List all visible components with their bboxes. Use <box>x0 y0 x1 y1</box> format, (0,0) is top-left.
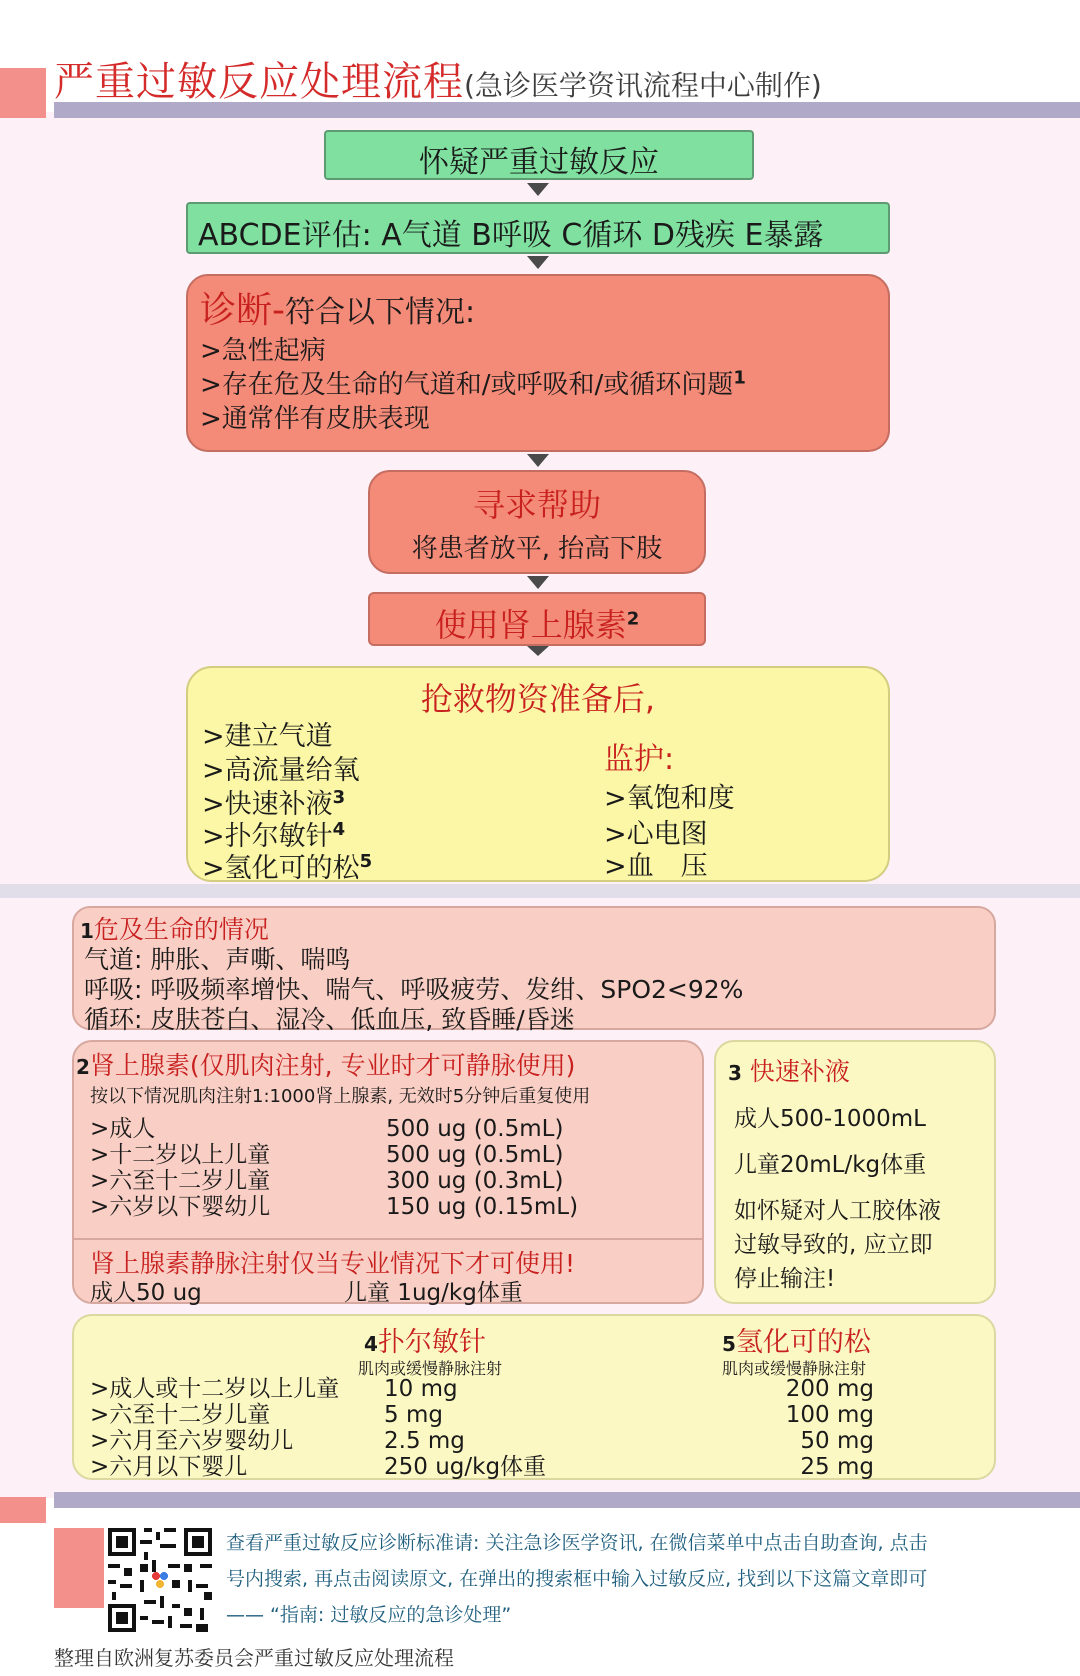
note-3-title: 快速补液 <box>749 1057 850 1086</box>
diagnosis-item: >存在危及生命的气道和/或呼吸和/或循环问题$^1$ <box>200 367 746 400</box>
epi-divider <box>74 1238 702 1240</box>
rescue-title: 抢救物资准备后, <box>420 680 656 718</box>
chlor-route: 肌肉或缓慢静脉注射 <box>358 1359 503 1378</box>
note-ref-5: 5 <box>359 851 373 872</box>
chlor-row-dose: 2.5 mg <box>384 1428 465 1454</box>
hydro-dose: 200 mg <box>785 1376 874 1402</box>
help-text: 将患者放平, 抬高下肢 <box>411 534 663 564</box>
epi-row-label: >六岁以下婴幼儿 <box>90 1194 271 1220</box>
chlor-row-label: >六月至六岁婴幼儿 <box>90 1428 294 1454</box>
life-threat-row: 循环: 皮肤苍白、湿冷、低血压, 致昏睡/昏迷 <box>84 1005 575 1034</box>
note-3-number: 3 <box>728 1061 742 1085</box>
note-4-heading <box>364 1320 486 1359</box>
title-main: 严重过敏反应处理流程 <box>54 59 464 105</box>
hydro-doses <box>754 1376 874 1480</box>
note-ref-3: 3 <box>332 787 346 808</box>
note-ref-4: 4 <box>332 819 346 840</box>
qr-accent <box>54 1528 104 1608</box>
epi-labels <box>90 1116 270 1220</box>
diagnosis-heading <box>200 282 475 333</box>
rescue-box <box>186 666 890 882</box>
fluid-warning <box>734 1194 941 1296</box>
arrow-3 <box>527 454 549 467</box>
adrenaline-box <box>368 592 706 646</box>
chlor-row-dose: 10 mg <box>384 1376 458 1402</box>
chlor-row-dose: 5 mg <box>384 1402 443 1428</box>
epi-row-dose: 300 ug (0.3mL) <box>386 1168 564 1194</box>
help-box <box>368 470 706 574</box>
arrow-1 <box>527 183 549 196</box>
suspect-box <box>324 130 754 180</box>
arrow-5 <box>527 646 549 656</box>
chlor-row-label: >成人或十二岁以上儿童 <box>90 1376 340 1402</box>
epi-iv-child: 儿童 1ug/kg体重 <box>344 1280 523 1306</box>
life-threat-row: 呼吸: 呼吸频率增快、喘气、呼吸疲劳、发绀、SPO2<92% <box>84 975 744 1004</box>
fluid-child: 儿童20mL/kg体重 <box>734 1152 927 1178</box>
diagnosis-item: >通常伴有皮肤表现 <box>200 404 430 434</box>
footer-line-3: —— “指南: 过敏反应的急诊处理” <box>226 1604 512 1626</box>
epi-row-dose: 500 ug (0.5mL) <box>386 1142 564 1168</box>
title-subtitle: (急诊医学资讯流程中心制作) <box>464 69 822 102</box>
monitor-item: >心电图 <box>604 819 708 850</box>
chlor-row-dose: 250 ug/kg体重 <box>384 1454 547 1480</box>
note-2-title: 肾上腺素(仅肌肉注射, 专业时才可静脉使用) <box>89 1051 576 1080</box>
diagnosis-box <box>186 274 890 452</box>
abcde-box <box>186 202 890 254</box>
chlor-labels <box>90 1376 339 1480</box>
note-4-number: 4 <box>364 1332 378 1356</box>
note-1-title: 危及生命的情况 <box>93 915 269 944</box>
footer-line-2: 号内搜索, 再点击阅读原文, 在弹出的搜索框中输入过敏反应, 找到以下这篇文章即可 <box>226 1568 928 1590</box>
note-5-number: 5 <box>722 1332 736 1356</box>
epi-row-dose: 500 ug (0.5mL) <box>386 1116 564 1142</box>
footer-line-1: 查看严重过敏反应诊断标准请: 关注急诊医学资讯, 在微信菜单中点击自助查询, 点击 <box>226 1532 928 1554</box>
fluid-warning-line: 停止输注! <box>734 1266 836 1292</box>
fluid-warning-line: 如怀疑对人工胶体液 <box>734 1198 941 1224</box>
rescue-item: >氢化可的松$^5$ <box>202 851 373 884</box>
page-title <box>54 50 822 110</box>
note-4-title: 扑尔敏针 <box>377 1327 486 1358</box>
fluid-warning-line: 过敏导致的, 应立即 <box>734 1232 933 1258</box>
adrenaline-text: 使用肾上腺素$^2$ <box>434 606 640 644</box>
rescue-item: >扑尔敏针$^4$ <box>202 819 346 852</box>
hydro-dose: 100 mg <box>785 1402 874 1428</box>
monitor-item: >氧饱和度 <box>604 783 735 814</box>
hydro-dose: 50 mg <box>800 1428 874 1454</box>
rescue-item: >快速补液$^3$ <box>202 787 346 820</box>
note-2-heading <box>76 1046 575 1082</box>
chlor-row-label: >六至十二岁儿童 <box>90 1402 271 1428</box>
epi-row-label: >六至十二岁儿童 <box>90 1168 271 1194</box>
note-1-number: 1 <box>80 919 94 943</box>
hydro-route: 肌肉或缓慢静脉注射 <box>722 1359 867 1378</box>
note-fluid <box>714 1040 996 1304</box>
suspect-text: 怀疑严重过敏反应 <box>419 145 659 180</box>
epi-row-label: >十二岁以上儿童 <box>90 1142 271 1168</box>
note-3-heading <box>728 1052 850 1088</box>
note-ref-1: 1 <box>733 367 746 389</box>
epi-row-dose: 150 ug (0.15mL) <box>386 1194 579 1220</box>
help-title: 寻求帮助 <box>472 486 601 524</box>
fluid-adult: 成人500-1000mL <box>734 1106 926 1132</box>
note-5-title: 氢化可的松 <box>735 1327 871 1358</box>
rescue-item: >建立气道 <box>202 721 333 752</box>
footer-accent <box>0 1497 46 1523</box>
footer-source: 整理自欧洲复苏委员会严重过敏反应处理流程 <box>54 1646 454 1670</box>
arrow-2 <box>527 256 549 269</box>
abcde-text: ABCDE评估: A气道 B呼吸 C循环 D残疾 E暴露 <box>198 218 824 253</box>
epi-iv-adult: 成人50 ug <box>90 1280 202 1306</box>
diagnosis-title-rest: 符合以下情况: <box>285 295 476 330</box>
chlor-row-label: >六月以下婴儿 <box>90 1454 248 1480</box>
epi-iv-title: 肾上腺素静脉注射仅当专业情况下才可使用! <box>90 1249 576 1278</box>
epi-desc: 按以下情况肌肉注射1:1000肾上腺素, 无效时5分钟后重复使用 <box>90 1086 591 1107</box>
section-divider <box>0 884 1080 898</box>
note-life-threat <box>72 906 996 1034</box>
note-epinephrine <box>72 1040 704 1304</box>
chlor-doses <box>384 1376 546 1480</box>
diagnosis-title: 诊断- <box>200 290 285 331</box>
life-threat-row: 气道: 肿胀、声嘶、喘鸣 <box>84 945 351 974</box>
monitor-title: 监护: <box>604 742 675 777</box>
note-drugs <box>72 1314 996 1480</box>
diagnosis-item: >急性起病 <box>200 336 326 366</box>
note-5-heading <box>722 1320 871 1359</box>
epi-doses <box>386 1116 578 1220</box>
rescue-item: >高流量给氧 <box>202 755 360 786</box>
note-ref-2: 2 <box>626 608 640 630</box>
epi-row-label: >成人 <box>90 1116 156 1142</box>
footer-rule <box>54 1492 1080 1508</box>
monitor-item: >血 压 <box>604 851 708 882</box>
arrow-4 <box>527 576 549 589</box>
hydro-dose: 25 mg <box>800 1454 874 1480</box>
qr-code-icon[interactable] <box>104 1524 216 1636</box>
title-accent <box>0 68 46 118</box>
note-2-number: 2 <box>76 1055 90 1079</box>
